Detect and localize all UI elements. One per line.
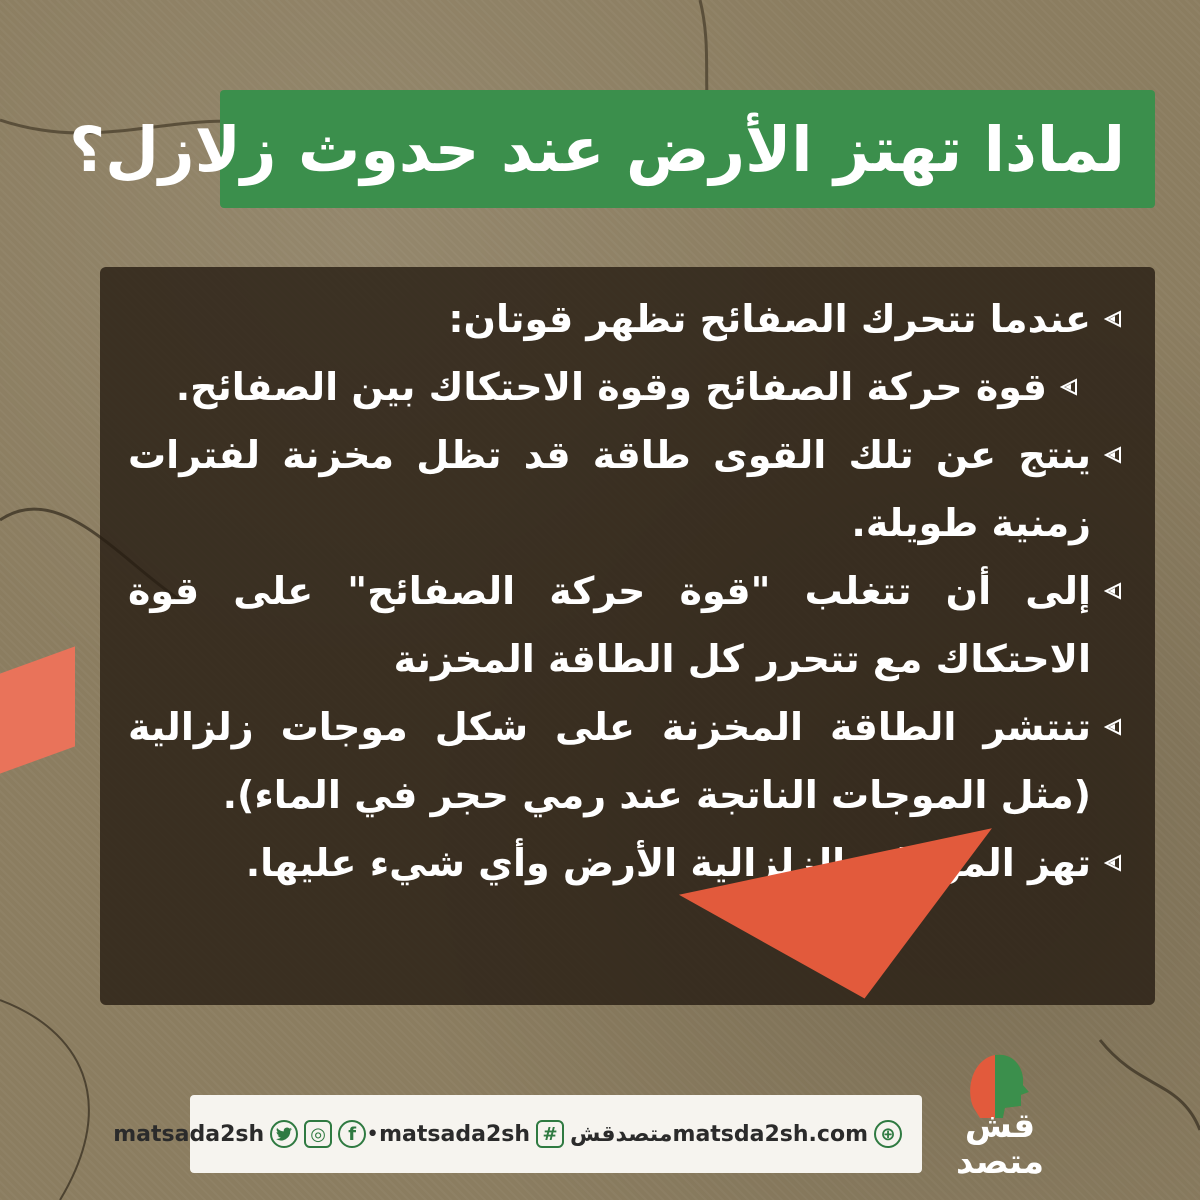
bullet-item: [128, 285, 1127, 353]
bullet-item: [128, 353, 1127, 421]
triangle-bullet-icon: [1055, 353, 1083, 421]
bullet-text: تهز الموجات الزلزالية الأرض وأي شيء عليها.: [245, 841, 1091, 885]
bullet-text: ينتج عن تلك القوى طاقة قد تظل مخزنة لفترات زمنية طويلة.: [128, 433, 1091, 545]
triangle-bullet-icon: [1099, 557, 1127, 625]
hashtag-link[interactable]: [379, 1120, 672, 1148]
bullet-text: عندما تتحرك الصفائح تظهر قوتان:: [448, 297, 1091, 341]
hashtag-text: matsada2sh: [379, 1121, 531, 1147]
triangle-bullet-icon: [1099, 421, 1127, 489]
logo-line-2: متصد: [955, 1142, 1045, 1182]
triangle-bullet-icon: [1099, 693, 1127, 761]
title-banner: [69, 90, 1155, 208]
social-handle-text: matsada2sh: [113, 1121, 265, 1147]
facebook-icon[interactable]: f: [338, 1120, 366, 1148]
instagram-icon[interactable]: ◎: [304, 1120, 332, 1148]
bullet-item: [128, 421, 1127, 557]
bullet-text: تنتشر الطاقة المخزنة على شكل موجات زلزالية (مثل الموجات الناتجة عند رمي حجر في الماء).: [128, 705, 1091, 817]
twitter-icon[interactable]: [270, 1120, 298, 1148]
hashtag-icon: #: [536, 1120, 564, 1148]
logo-text: [945, 1108, 1055, 1180]
footer-bar: [113, 1095, 922, 1173]
page-title: لماذا تهتز الأرض عند حدوث زلازل؟: [69, 112, 1125, 186]
bullet-item: [128, 693, 1127, 829]
separator-dot: •: [366, 1121, 380, 1147]
bullet-list: [128, 285, 1127, 897]
bullet-item: [128, 557, 1127, 693]
triangle-bullet-icon: [1099, 285, 1127, 353]
globe-icon: ⊕: [874, 1120, 902, 1148]
triangle-bullet-icon: [1099, 829, 1127, 897]
logo-line-1: قش: [964, 1106, 1036, 1146]
website-text: matsda2sh.com: [672, 1121, 868, 1147]
bullet-text: إلى أن تتغلب "قوة حركة الصفائح" على قوة الاحتكاك مع تتحرر كل الطاقة المخزنة: [128, 569, 1091, 681]
arabic-handle: متصدقش: [570, 1121, 673, 1147]
website-link[interactable]: [673, 1120, 902, 1148]
social-links[interactable]: [113, 1120, 366, 1148]
bullet-text: قوة حركة الصفائح وقوة الاحتكاك بين الصفائح.: [175, 365, 1047, 409]
brand-logo: [945, 1040, 1055, 1180]
